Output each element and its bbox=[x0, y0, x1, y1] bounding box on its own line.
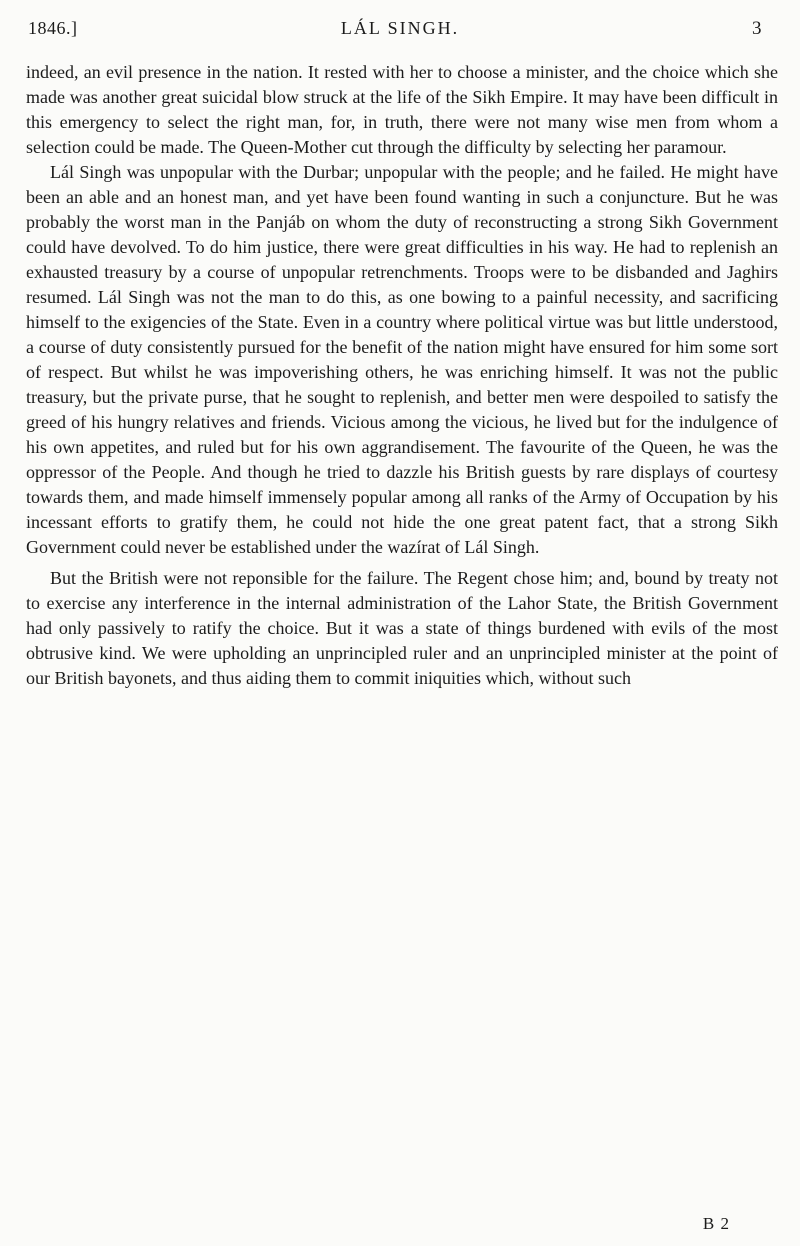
paragraph-3: But the British were not reponsible for the failure. The Regent chose him; and, bound by treaty not to exercise any interference in the internal administration of the Lahor State, the British Government had only passively to ratify the choice. But it was a state of things burdened with evils of the most obtrusive kind. We were upholding an unprincipled ruler and an unprincipled minister at the point of our British bayonets, and thus aiding them to commit iniquities which, without such bbox=[26, 568, 778, 688]
running-head bbox=[28, 18, 772, 52]
header-title: LÁL SINGH. bbox=[340, 18, 460, 38]
header-year: 1846.] bbox=[28, 18, 78, 38]
paragraph-2: Lál Singh was unpopular with the Durbar; unpopular with the people; and he failed. He might have been an able and an honest man, and yet have been found wanting in such a conjuncture. But he was probably the worst man in the Panjáb on whom the duty of reconstructing a strong Sikh Government could have devolved. To do him justice, there were great difficulties in his way. He had to replenish an exhausted treasury by a course of unpopular retrenchments. Troops were to be disbanded and Jaghirs resumed. Lál Singh was not the man to do this, as one bowing to a painful necessity, and sacrificing himself to the exigencies of the State. Even in a country where political virtue was but little understood, a course of duty consistently pursued for the benefit of the nation might have ensured for him some sort of respect. But whilst he was impoverishing others, he was enriching himself. It was not the public treasury, but the private purse, that he sought to replenish, and better men were despoiled to satisfy the greed of his hungry relatives and friends. Vicious among the vicious, he lived but for the indulgence of his own appetites, and ruled but for his own aggrandisement. The favourite of the Queen, he was the oppressor of the People. And though he tried to dazzle his British guests by rare displays of courtesy towards them, and made himself immensely popular among all ranks of the Army of Occupation by his incessant efforts to gratify them, he could not hide the one great patent fact, that a strong Sikh Government could never be established under the wazírat of Lál Singh. bbox=[26, 162, 778, 557]
paragraph-1: indeed, an evil presence in the nation. It rested with her to choose a minister, and the choice which she made was another great suicidal blow struck at the life of the Sikh Empire. It may have been difficult in this emergency to select the right man, for, in truth, there were not many wise men from whom a selection could be made. The Queen-Mother cut through the difficulty by selecting her paramour. bbox=[26, 62, 778, 157]
printer-signature-mark: B 2 bbox=[702, 1214, 730, 1233]
body-text bbox=[26, 60, 778, 691]
page-number: 3 bbox=[752, 18, 762, 39]
